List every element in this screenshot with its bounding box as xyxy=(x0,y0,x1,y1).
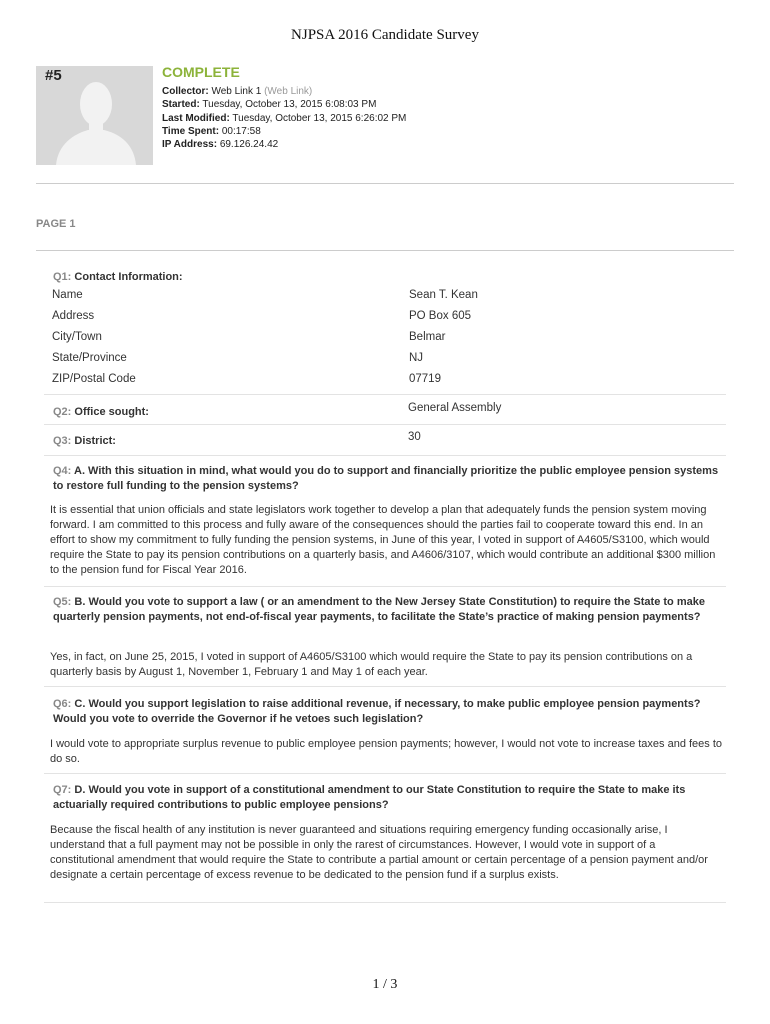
contact-field-value: NJ xyxy=(409,352,424,364)
question-4 xyxy=(53,464,723,494)
modified-label: Last Modified: xyxy=(162,112,230,124)
question-7 xyxy=(53,783,723,813)
contact-field-value: Sean T. Kean xyxy=(409,289,478,301)
collector-value: Web Link 1 xyxy=(211,86,262,98)
started-value: Tuesday, October 13, 2015 6:08:03 PM xyxy=(202,99,377,111)
office-sought-answer: General Assembly xyxy=(408,402,502,414)
divider xyxy=(44,455,726,456)
question-text: Office sought: xyxy=(74,406,149,418)
time-spent-value: 00:17:58 xyxy=(221,125,261,137)
response-number: #5 xyxy=(45,67,62,84)
question-number: Q3: xyxy=(53,435,72,447)
question-text: District: xyxy=(74,435,116,447)
started-row xyxy=(162,98,406,111)
divider xyxy=(44,394,726,395)
question-text: A. With this situation in mind, what would you do to support and financially prioritize the public employee pension systems to restore full funding to the pension systems? xyxy=(53,465,719,492)
answer-text: I would vote to appropriate surplus revenue to public employee pension payments; however, I would not vote to increase taxes and fees to do so. xyxy=(50,738,723,765)
page-label: PAGE 1 xyxy=(36,218,76,230)
question-6 xyxy=(53,697,723,727)
question-number: Q7: xyxy=(53,784,72,796)
time-spent-row xyxy=(162,125,406,138)
question-number: Q4: xyxy=(53,465,72,477)
contact-field-label: Address xyxy=(52,310,95,322)
divider xyxy=(44,686,726,687)
divider xyxy=(44,773,726,774)
divider xyxy=(36,250,734,251)
contact-field-label: State/Province xyxy=(52,352,127,364)
page-indicator: 1 / 3 xyxy=(372,977,398,992)
collector-type: (Web Link) xyxy=(264,86,313,98)
contact-field-label: Name xyxy=(52,289,83,301)
divider xyxy=(44,424,726,425)
response-metadata xyxy=(162,66,406,151)
question-text: C. Would you support legislation to raise additional revenue, if necessary, to make public employee pension payments? Would you vote to override the Governor if he vetoes such legislation? xyxy=(53,698,701,725)
question-1 xyxy=(53,270,183,285)
document-title: NJPSA 2016 Candidate Survey xyxy=(291,27,479,43)
question-2 xyxy=(53,405,149,420)
answer-text: Yes, in fact, on June 25, 2015, I voted in support of A4605/S3100 which would require the State to pay its pension contributions on a quarterly basis by August 1, November 1, February 1 and May 1 of each year. xyxy=(50,651,693,678)
question-number: Q1: xyxy=(53,271,72,283)
divider xyxy=(36,183,734,184)
question-number: Q6: xyxy=(53,698,72,710)
ip-value: 69.126.24.42 xyxy=(219,139,279,151)
question-text: D. Would you vote in support of a constitutional amendment to our State Constitution to require the State to make its actuarially required contributions to public employee pensions? xyxy=(53,784,686,811)
district-answer: 30 xyxy=(408,431,421,443)
status-badge: COMPLETE xyxy=(162,64,240,80)
started-label: Started: xyxy=(162,99,200,111)
modified-value: Tuesday, October 13, 2015 6:26:02 PM xyxy=(232,112,407,124)
contact-field-value: 07719 xyxy=(409,373,441,385)
answer-text: Because the fiscal health of any institution is never guaranteed and situations requiring emergency funding occasionally arise, I understand that a full payment may not be possible in only the rarest of circumstances. However, I would vote in support of a constitutional amendment that would require the State to contribute a partial amount or certain percentage of a pension payment and/or designate a certain percentage of excess revenue to be dedicated to the pension fund if a surplus exists. xyxy=(50,824,708,881)
ip-label: IP Address: xyxy=(162,139,218,151)
question-number: Q5: xyxy=(53,596,72,608)
collector-row xyxy=(162,85,406,98)
contact-field-label: City/Town xyxy=(52,331,102,343)
collector-label: Collector: xyxy=(162,86,209,98)
answer-text: It is essential that union officials and state legislators work together to develop a plan that adequately funds the pension system moving forward. I am committed to this process and fully aware of the consequences should the parties fail to cooperate toward this end. In an effort to show my commitment to fully funding the pension systems, in June of this year, I voted in support of A4605/S3100, which would require the State to pay its pension contributions on a quarterly basis, and A4606/3107, which would contribute an additional $300 million to the pension fund for Fiscal Year 2016. xyxy=(50,504,716,576)
contact-field-value: PO Box 605 xyxy=(409,310,472,322)
question-5 xyxy=(53,595,723,625)
question-text: B. Would you vote to support a law ( or an amendment to the New Jersey State Constitution) to require the State to make quarterly pension payments, not end-of-fiscal year payments, to facilitate the State’s practice of making pension payments? xyxy=(53,596,705,623)
divider xyxy=(44,902,726,903)
ip-row xyxy=(162,138,406,151)
question-3 xyxy=(53,434,116,449)
contact-field-label: ZIP/Postal Code xyxy=(52,373,136,385)
question-text: Contact Information: xyxy=(74,271,183,283)
contact-field-value: Belmar xyxy=(409,331,446,343)
question-number: Q2: xyxy=(53,406,72,418)
time-spent-label: Time Spent: xyxy=(162,125,220,137)
divider xyxy=(44,586,726,587)
modified-row xyxy=(162,112,406,125)
